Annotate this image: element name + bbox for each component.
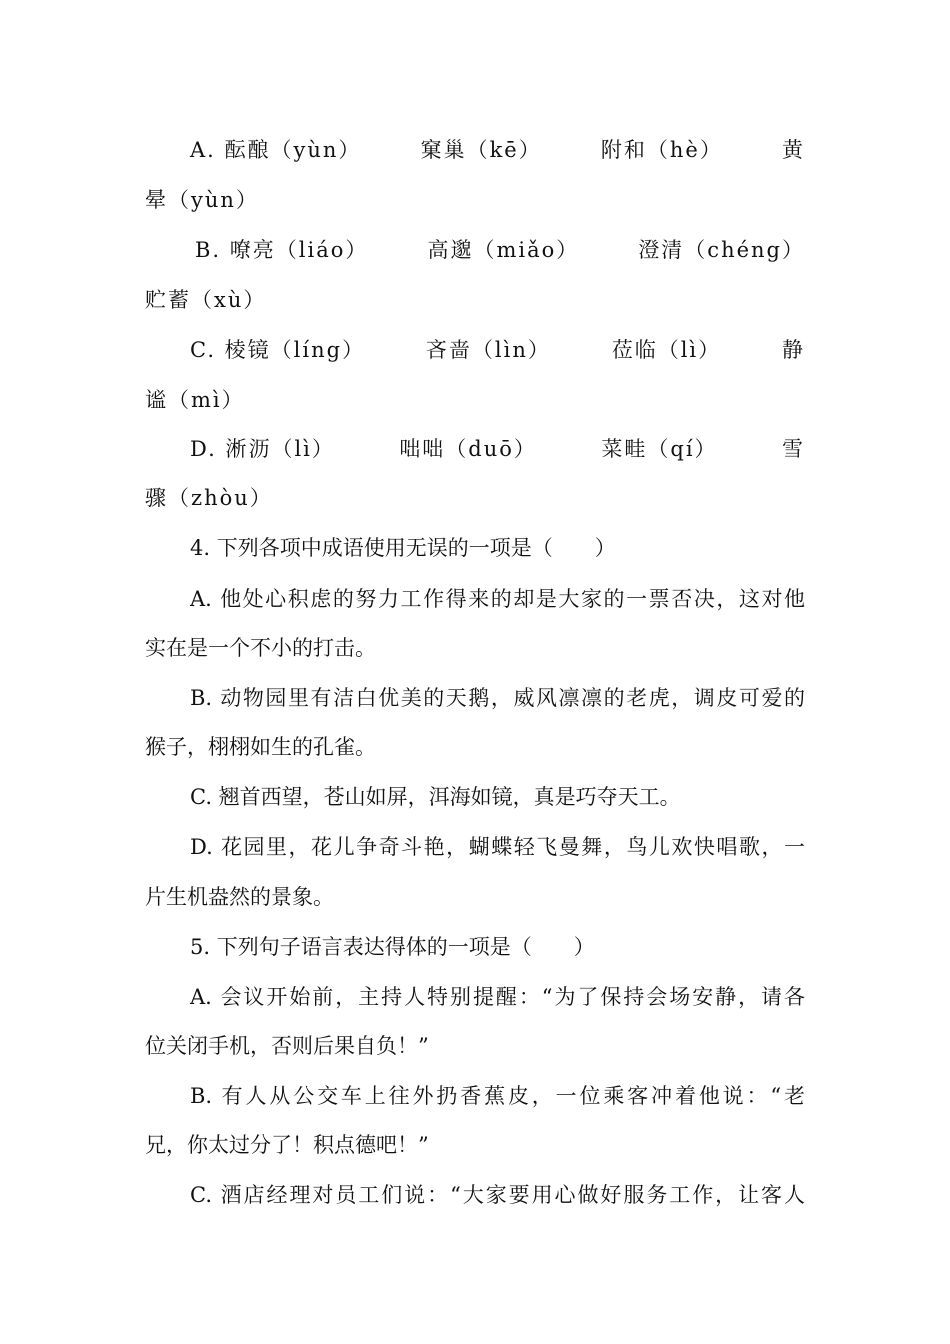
q3-option-d — [190, 429, 805, 469]
q3-option-a-item: 窠巢（kē） — [420, 138, 542, 162]
q3-option-c-item: C. 棱镜（líng） — [190, 338, 366, 362]
q3-option-a-wrap: 晕（yùn） — [145, 188, 259, 212]
q3-option-a — [190, 130, 805, 170]
q4-option-a-line: A. 他处心积虑的努力工作得来的却是大家的一票否决，这对他 — [190, 587, 805, 611]
q4-option-b-line: B. 动物园里有洁白优美的天鹅，威风凛凛的老虎，调皮可爱的 — [190, 686, 805, 710]
q3-option-c — [190, 330, 805, 370]
q4-option-d-line: D. 花园里，花儿争奇斗艳，蝴蝶轻飞曼舞，鸟儿欢快唱歌，一 — [190, 835, 805, 859]
q5-option-a-line: A. 会议开始前，主持人特别提醒：“为了保持会场安静，请各 — [190, 985, 805, 1009]
q3-option-d-item: 咄咄（duō） — [399, 437, 537, 461]
q4-stem: 4. 下列各项中成语使用无误的一项是（ ） — [190, 536, 616, 560]
q3-option-a-item: A. 酝酿（yùn） — [190, 138, 362, 162]
q4-option-a-line: 实在是一个不小的打击。 — [145, 636, 376, 660]
q5-option-a-line: 位关闭手机，否则后果自负！” — [145, 1034, 429, 1058]
q3-option-c-item: 静 — [781, 338, 805, 362]
q5-option-b-line: 兄，你太过分了！积点德吧！” — [145, 1133, 429, 1157]
q4-option-b-line: 猴子，栩栩如生的孔雀。 — [145, 735, 376, 759]
q3-option-d-item: 雪 — [781, 437, 805, 461]
q3-option-d-wrap: 骤（zhòu） — [145, 486, 273, 510]
q3-option-b-item: B. 嘹亮（liáo） — [195, 238, 369, 262]
q4-option-c-line: C. 翘首西望，苍山如屏，洱海如镜，真是巧夺天工。 — [190, 785, 681, 809]
q3-option-c-item: 莅临（lì） — [611, 338, 722, 362]
q5-option-b-line: B. 有人从公交车上往外扔香蕉皮，一位乘客冲着他说：“老 — [190, 1084, 805, 1108]
q5-option-c-line: C. 酒店经理对员工们说：“大家要用心做好服务工作，让客人 — [190, 1183, 805, 1207]
q3-option-b-item: 澄清（chéng） — [638, 238, 805, 262]
q3-option-d-item: D. 淅沥（lì） — [190, 437, 335, 461]
q4-option-d-line: 片生机盎然的景象。 — [145, 885, 334, 909]
q3-option-a-item: 黄 — [781, 138, 805, 162]
q3-option-b-item: 高邈（miǎo） — [427, 238, 580, 262]
q3-option-b-wrap: 贮蓄（xù） — [145, 288, 267, 312]
q3-option-a-item: 附和（hè） — [600, 138, 723, 162]
q3-option-b — [195, 230, 805, 270]
q3-option-d-item: 菜畦（qí） — [601, 437, 718, 461]
q3-option-c-item: 吝啬（lìn） — [425, 338, 551, 362]
q5-stem: 5. 下列句子语言表达得体的一项是（ ） — [190, 935, 595, 959]
q3-option-c-wrap: 谧（mì） — [145, 388, 245, 412]
